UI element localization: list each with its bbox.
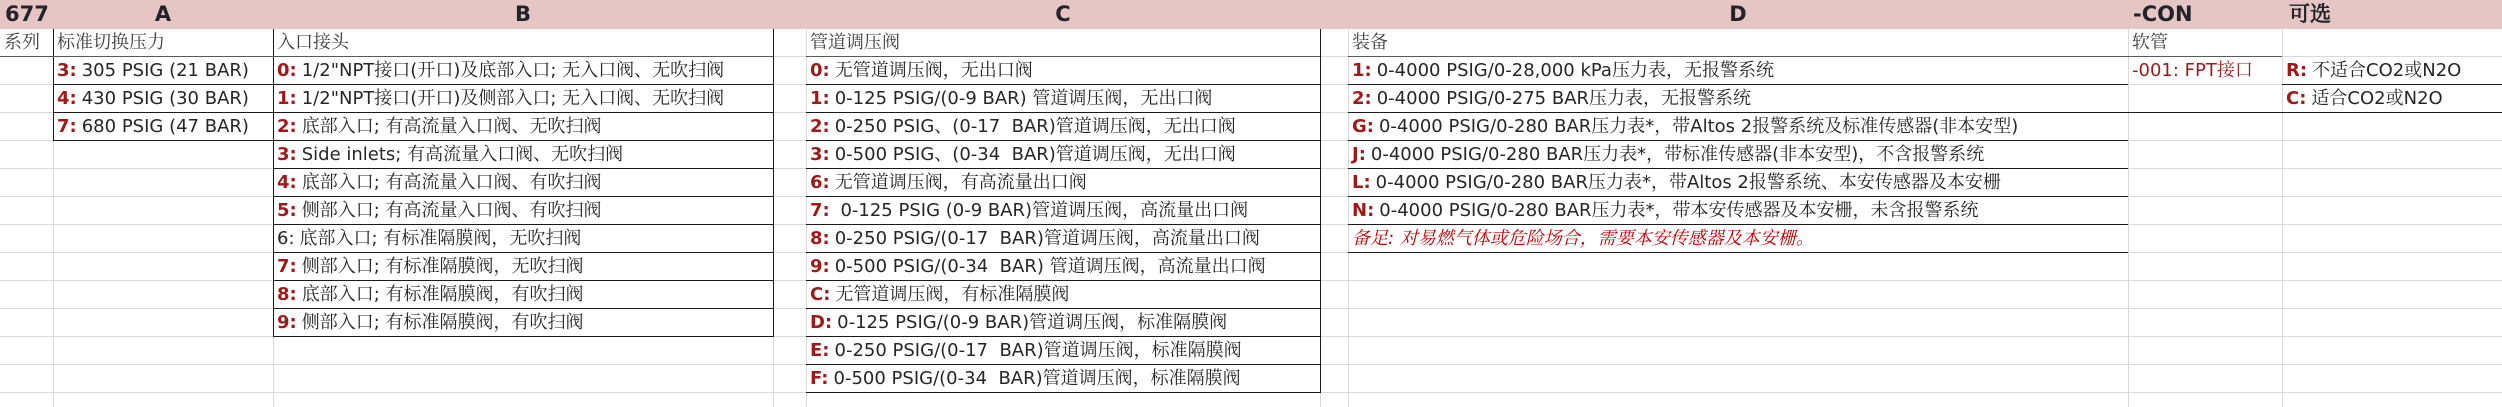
option-text: 适合CO2或N2O — [2311, 88, 2443, 109]
option-text: 0-4000 PSIG/0-280 BAR压力表*，带标准传感器(非本安型)，不含报警系统 — [1370, 144, 1985, 165]
option-code: 8: — [277, 284, 297, 305]
option-code: 3: — [57, 60, 77, 81]
cell-d-G — [1348, 113, 2128, 141]
border-b-right — [773, 29, 774, 337]
option-text: 0-4000 PSIG/0-280 BAR压力表*，带Altos 2报警系统、本安传感器及本安栅 — [1375, 172, 2001, 193]
cell-b-0 — [273, 57, 773, 85]
cell-d-2 — [1348, 85, 2128, 113]
cell-d-note — [1348, 225, 2128, 253]
option-text: 430 PSIG (30 BAR) — [81, 88, 249, 109]
cell-c-D — [806, 309, 1320, 337]
option-text: 0-125 PSIG (0-9 BAR)管道调压阀，高流量出口阀 — [834, 200, 1249, 221]
option-text: 0-125 PSIG/(0-9 BAR) 管道调压阀，无出口阀 — [834, 88, 1213, 109]
cell-a-3 — [53, 57, 273, 85]
option-code: L: — [1352, 172, 1371, 193]
cell-c-6 — [806, 169, 1320, 197]
cell-c-0 — [806, 57, 1320, 85]
cell-c-1 — [806, 85, 1320, 113]
cell-d-L — [1348, 169, 2128, 197]
option-code: 1: — [1352, 60, 1372, 81]
option-text: 无管道调压阀，有高流量出口阀 — [834, 172, 1087, 193]
safety-note: 备足: 对易燃气体或危险场合，需要本安传感器及本安栅。 — [1352, 228, 1814, 249]
cell-b-4 — [273, 169, 773, 197]
option-code: 6: — [810, 172, 830, 193]
option-code: 0: — [810, 60, 830, 81]
label-a: 标准切换压力 — [53, 29, 273, 57]
cell-b-8 — [273, 281, 773, 309]
cell-c-8 — [806, 225, 1320, 253]
cell-c-F — [806, 365, 1320, 393]
cell-c-E — [806, 337, 1320, 365]
option-code: 2: — [1352, 88, 1372, 109]
header-col-optional: 可选 — [2289, 2, 2331, 26]
label-d: 装备 — [1348, 29, 2128, 57]
option-code: C: — [2286, 88, 2307, 109]
cell-c-7 — [806, 197, 1320, 225]
option-text: 侧部入口; 有高流量入口阀、有吹扫阀 — [301, 200, 602, 221]
option-code: C: — [810, 284, 831, 305]
option-code: 3: — [277, 144, 297, 165]
cell-c-C — [806, 281, 1320, 309]
cell-b-5 — [273, 197, 773, 225]
cell-b-1 — [273, 85, 773, 113]
cell-b-9 — [273, 309, 773, 337]
cell-a-7 — [53, 113, 273, 141]
cell-con-001 — [2128, 57, 2282, 85]
option-text: 0-4000 PSIG/0-280 BAR压力表*，带本安传感器及本安栅，未含报警系统 — [1379, 200, 1979, 221]
option-text: 侧部入口; 有标准隔膜阀，有吹扫阀 — [301, 312, 584, 333]
option-text: 0-500 PSIG/(0-34 BAR)管道调压阀，标准隔膜阀 — [833, 368, 1241, 389]
option-text: 底部入口; 有高流量入口阀、有吹扫阀 — [301, 172, 602, 193]
option-text: 底部入口; 有标准隔膜阀，有吹扫阀 — [301, 284, 584, 305]
option-code: N: — [1352, 200, 1375, 221]
header-col-c: C — [1055, 2, 1071, 26]
cell-con-empty — [2128, 85, 2282, 113]
option-code: D: — [810, 312, 833, 333]
cell-c-3 — [806, 141, 1320, 169]
option-text: 底部入口; 有高流量入口阀、无吹扫阀 — [301, 116, 602, 137]
option-text: 0-250 PSIG/(0-17 BAR)管道调压阀，高流量出口阀 — [834, 228, 1260, 249]
cell-d-N — [1348, 197, 2128, 225]
option-code: F: — [810, 368, 829, 389]
cell-a-4 — [53, 85, 273, 113]
option-text: 680 PSIG (47 BAR) — [81, 116, 249, 137]
option-text: 305 PSIG (21 BAR) — [81, 60, 249, 81]
option-code: 9: — [810, 256, 830, 277]
header-series: 677 — [5, 2, 49, 26]
option-code: 8: — [810, 228, 830, 249]
label-c: 管道调压阀 — [806, 29, 1320, 57]
cell-c-2 — [806, 113, 1320, 141]
label-b: 入口接头 — [273, 29, 773, 57]
option-text: 0-500 PSIG/(0-34 BAR) 管道调压阀，高流量出口阀 — [834, 256, 1266, 277]
option-text: 0-4000 PSIG/0-275 BAR压力表，无报警系统 — [1376, 88, 1752, 109]
cell-opt-C — [2282, 85, 2502, 113]
cell-b-3 — [273, 141, 773, 169]
option-code: 2: — [810, 116, 830, 137]
option-code: 6: — [277, 228, 295, 249]
option-text: 底部入口; 有标准隔膜阀，无吹扫阀 — [299, 228, 582, 249]
option-text: 无管道调压阀，有标准隔膜阀 — [835, 284, 1070, 305]
cell-b-2 — [273, 113, 773, 141]
label-con: 软管 — [2128, 29, 2282, 57]
option-text: 1/2"NPT接口(开口)及侧部入口; 无入口阀、无吹扫阀 — [301, 88, 725, 109]
header-col-con: -CON — [2133, 2, 2193, 26]
option-text: 0-500 PSIG、(0-34 BAR)管道调压阀，无出口阀 — [834, 144, 1236, 165]
option-code: 0: — [277, 60, 297, 81]
header-col-b: B — [514, 2, 531, 26]
option-code: G: — [1352, 116, 1374, 137]
border-c-right — [1320, 29, 1321, 393]
option-code: E: — [810, 340, 830, 361]
cell-d-1 — [1348, 57, 2128, 85]
option-text: 0-125 PSIG/(0-9 BAR)管道调压阀，标准隔膜阀 — [837, 312, 1228, 333]
header-col-d: D — [1729, 2, 1747, 26]
option-text: 侧部入口; 有标准隔膜阀，无吹扫阀 — [301, 256, 584, 277]
option-text: 0-250 PSIG、(0-17 BAR)管道调压阀，无出口阀 — [834, 116, 1236, 137]
header-col-a: A — [154, 2, 172, 26]
option-code: R: — [2286, 60, 2308, 81]
option-text: 1/2"NPT接口(开口)及底部入口; 无入口阀、无吹扫阀 — [301, 60, 725, 81]
option-code: 5: — [277, 200, 297, 221]
option-code: 7: — [57, 116, 77, 137]
option-code: 7: — [810, 200, 830, 221]
cell-c-9 — [806, 253, 1320, 281]
option-text: 无管道调压阀，无出口阀 — [834, 60, 1033, 81]
cell-b-6 — [273, 225, 773, 253]
option-code: 1: — [277, 88, 297, 109]
option-code: 1: — [810, 88, 830, 109]
cell-b-7 — [273, 253, 773, 281]
option-code: 9: — [277, 312, 297, 333]
option-text: Side inlets; 有高流量入口阀、无吹扫阀 — [301, 144, 624, 165]
label-series: 系列 — [0, 29, 53, 57]
option-text: 0-4000 PSIG/0-280 BAR压力表*，带Altos 2报警系统及标准传感器(非本安型) — [1378, 116, 2019, 137]
option-text: 0-4000 PSIG/0-28,000 kPa压力表，无报警系统 — [1376, 60, 1774, 81]
option-text: 0-250 PSIG/(0-17 BAR)管道调压阀，标准隔膜阀 — [834, 340, 1242, 361]
cell-d-J — [1348, 141, 2128, 169]
option-code: 2: — [277, 116, 297, 137]
option-text: 不适合CO2或N2O — [2312, 60, 2462, 81]
option-code: J: — [1352, 144, 1366, 165]
option-code: -001: FPT接口 — [2132, 60, 2253, 81]
option-code: 7: — [277, 256, 297, 277]
option-code: 4: — [277, 172, 297, 193]
option-code: 3: — [810, 144, 830, 165]
cell-opt-R — [2282, 57, 2502, 85]
option-code: 4: — [57, 88, 77, 109]
